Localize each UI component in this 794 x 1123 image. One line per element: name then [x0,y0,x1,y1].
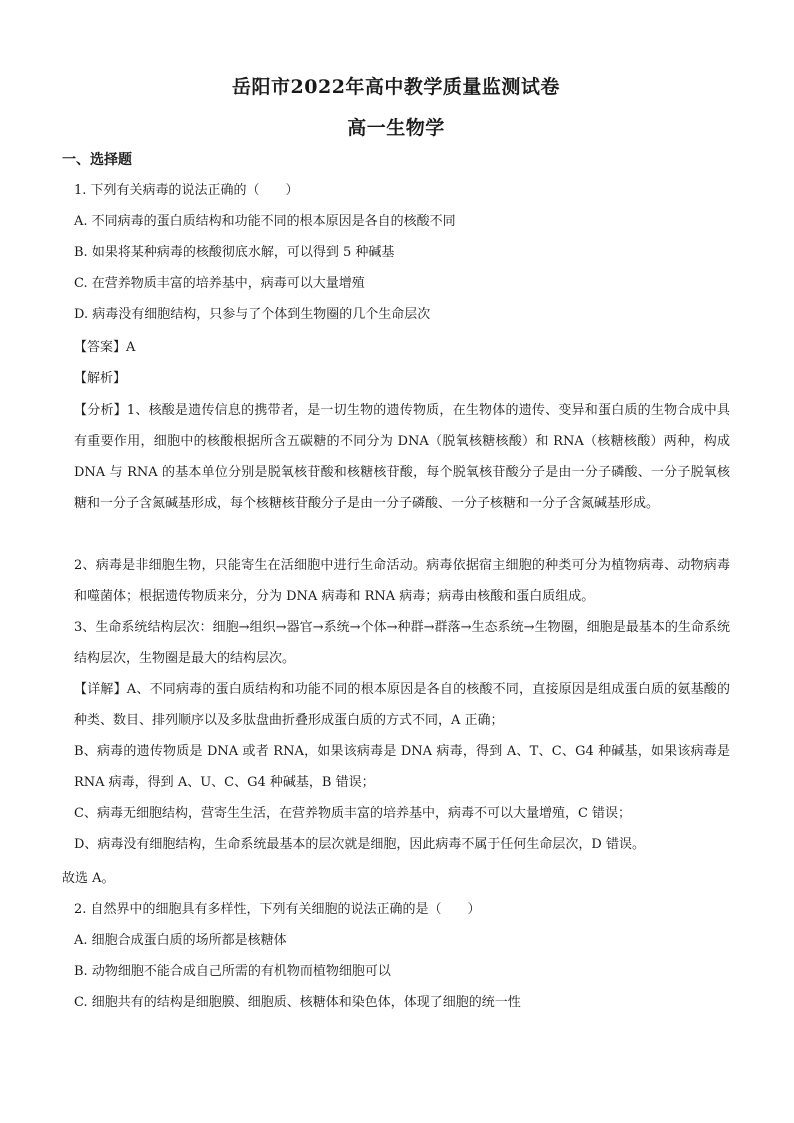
analysis-paragraph-1: 【分析】1、核酸是遗传信息的携带者，是一切生物的遗传物质，在生物体的遗传、变异和蛋白质的生物合成中具有重要作用，细胞中的核酸根据所含五碳糖的不同分为 DNA（脱氧核糖核酸）和 RNA（核糖核酸）两种，构成 DNA 与 RNA 的基本单位分别是脱氧核苷酸和核糖核苷酸，每个脱氧核苷酸分子是由一分子磷酸、一分子脱氧核糖和一分子含氮碱基形成，每个核糖核苷酸分子是由一分子磷酸、一分子核糖和一分子含氮碱基形成。 [74,403,730,511]
question-1-conclusion: 故选 A。 [62,871,115,886]
analysis-paragraph-2: 2、病毒是非细胞生物，只能寄生在活细胞中进行生命活动。病毒依据宿主细胞的种类可分为植物病毒、动物病毒和噬菌体；根据遗传物质来分，分为 DNA 病毒和 RNA 病毒；病毒由核酸和蛋白质组成。 [74,558,730,604]
detail-option-a: 【详解】A、不同病毒的蛋白质结构和功能不同的根本原因是各自的核酸不同，直接原因是组成蛋白质的氨基酸的种类、数目、排列顺序以及多肽盘曲折叠形成蛋白质的方式不同，A 正确； [74,682,730,728]
question-2-option-c: C. 细胞共有的结构是细胞膜、细胞质、核糖体和染色体，体现了细胞的统一性 [74,995,521,1010]
analysis-paragraph-3: 3、生命系统结构层次：细胞→组织→器官→系统→个体→种群→群落→生态系统→生物圈，细胞是最基本的生命系统结构层次，生物圈是最大的结构层次。 [74,620,730,666]
question-1-option-a: A. 不同病毒的蛋白质结构和功能不同的根本原因是各自的核酸不同 [74,214,456,229]
question-2-stem: 2. 自然界中的细胞具有多样性，下列有关细胞的说法正确的是（ ） [74,902,481,917]
question-1-answer: 【答案】A [74,340,136,355]
detail-option-d: D、病毒没有细胞结构，生命系统最基本的层次就是细胞，因此病毒不属于任何生命层次，D 错误。 [74,837,645,852]
detail-option-c: C、病毒无细胞结构，营寄生生活，在营养物质丰富的培养基中，病毒不可以大量增殖，C 错误； [74,806,632,821]
exam-title: 岳阳市2022年高中教学质量监测试卷 [232,76,560,98]
question-1-option-c: C. 在营养物质丰富的培养基中，病毒可以大量增殖 [74,276,365,291]
question-2-option-a: A. 细胞合成蛋白质的场所都是核糖体 [74,933,287,948]
question-2-option-b: B. 动物细胞不能合成自己所需的有机物而植物细胞可以 [74,964,391,979]
section-heading: 一、选择题 [62,152,132,168]
question-1-option-b: B. 如果将某种病毒的核酸彻底水解，可以得到 5 种碱基 [74,245,395,260]
question-1-option-d: D. 病毒没有细胞结构，只参与了个体到生物圈的几个生命层次 [74,307,431,322]
detail-option-b: B、病毒的遗传物质是 DNA 或者 RNA，如果该病毒是 DNA 病毒，得到 A、T、C、G4 种碱基，如果该病毒是 RNA 病毒，得到 A、U、C、G4 种碱基，B 错误； [74,744,730,790]
question-1-analysis-label: 【解析】 [74,371,127,386]
exam-subtitle: 高一生物学 [347,117,445,139]
question-1-stem: 1. 下列有关病毒的说法正确的（ ） [74,183,299,198]
